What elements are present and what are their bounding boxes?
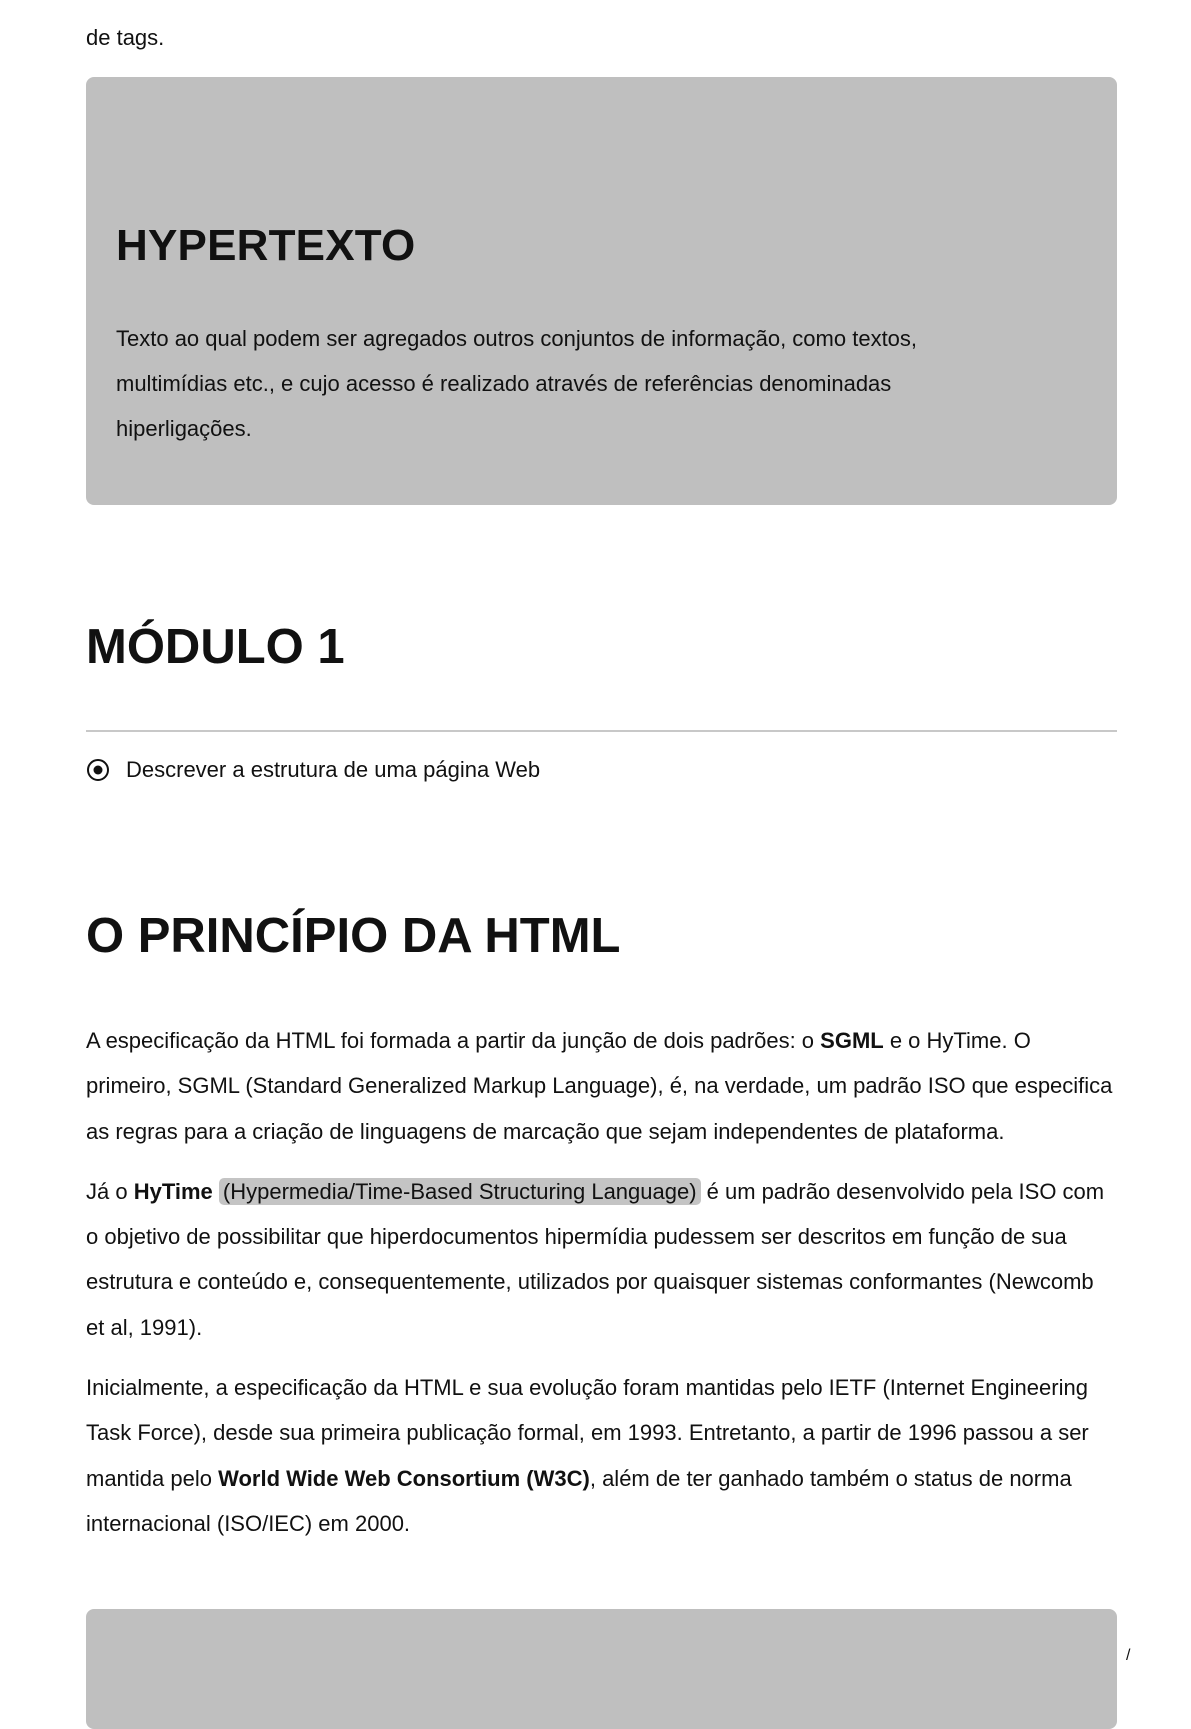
section-body — [86, 1018, 1117, 1561]
hytime-definition-link[interactable]: (Hypermedia/Time-Based Structuring Language) — [219, 1178, 701, 1205]
paragraph-1-text-end: e o HyTime. O primeiro, SGML (Standard Generalized Markup Language), é, na verdade, um padrão ISO que especifica as regras para a criação de linguagens de marcação que sejam independentes de plataforma. — [86, 1028, 1113, 1144]
page-marker: / — [1126, 1647, 1131, 1664]
callout-title: HYPERTEXTO — [116, 221, 416, 270]
module-title: MÓDULO 1 — [86, 620, 345, 674]
paragraph-3-text: Inicialmente, a especificação da HTML e sua evolução foram mantidas pelo IETF (Internet Engineering Task Force), desde sua primeira publicação formal, em 1993. Entretanto, a partir de 1996 passou a ser mantida pelo — [86, 1375, 1089, 1491]
next-callout — [86, 1609, 1117, 1729]
paragraph-1 — [86, 1018, 1117, 1154]
paragraph-3-text-end: , além de ter ganhado também o status de norma internacional (ISO/IEC) em 2000. — [86, 1465, 1072, 1536]
text-fragment: de tags. — [86, 25, 165, 50]
target-icon — [86, 758, 110, 782]
paragraph-1-text: A especificação da HTML foi formada a partir da junção de dois padrões: o — [86, 1028, 821, 1053]
hytime-bold: HyTime — [133, 1178, 213, 1204]
w3c-bold: World Wide Web Consortium (W3C) — [218, 1465, 590, 1491]
paragraph-2-text-end: é um padrão desenvolvido pela ISO com o objetivo de possibilitar que hiperdocumentos hipermídia pudessem ser descritos em função de sua estrutura e conteúdo e, consequentemente, utilizados por quaisquer sistemas conformantes (Newcomb et al, 1991). — [86, 1178, 1105, 1340]
module-objective — [86, 754, 540, 786]
objective-text: Descrever a estrutura de uma página Web — [126, 757, 541, 782]
section-title: O PRINCÍPIO DA HTML — [86, 909, 621, 963]
hypertext-callout — [86, 77, 1117, 505]
sgml-bold: SGML — [820, 1028, 884, 1053]
divider — [86, 730, 1117, 732]
callout-text: Texto ao qual podem ser agregados outros conjuntos de informação, como textos, multimídias etc., e cujo acesso é realizado através de referências denominadas hiperligações. — [116, 326, 918, 441]
paragraph-2-text: Já o — [86, 1178, 134, 1204]
paragraph-2 — [86, 1169, 1117, 1350]
paragraph-3 — [86, 1365, 1117, 1546]
